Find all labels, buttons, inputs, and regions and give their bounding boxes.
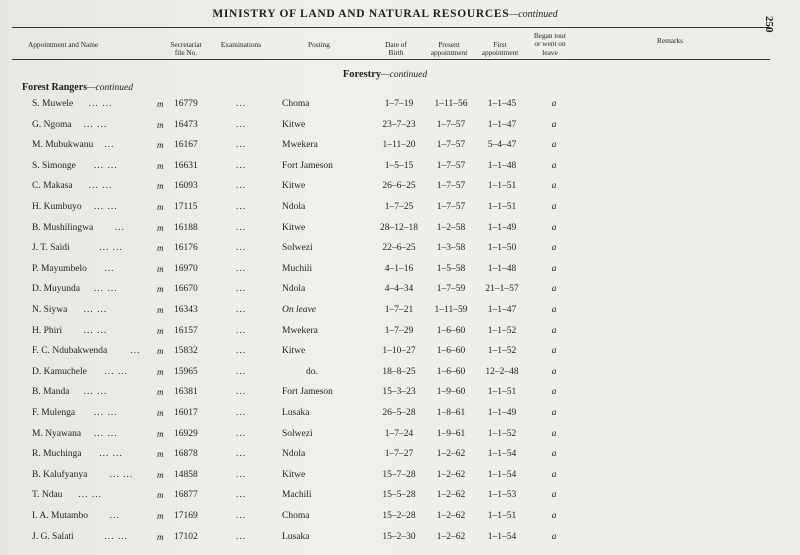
first-appointment: 1–1–52 (487, 346, 517, 357)
date-of-birth: 18–8–25 (382, 366, 416, 377)
first-appointment: 1–1–49 (487, 408, 517, 418)
page-title-text: MINISTRY OF LAND AND NATURAL RESOURCES (212, 8, 510, 20)
date-of-birth: 4–4–34 (384, 284, 414, 295)
col-header-appointment: Appointment and Name (28, 40, 99, 49)
tour-marker: a (551, 263, 557, 274)
file-number: 15965 (174, 366, 198, 377)
staff-name: T. Ndau (32, 490, 63, 501)
date-of-birth: 15–7–28 (382, 469, 416, 480)
tour-marker: a (551, 222, 557, 233)
examinations-value: ... (236, 325, 247, 336)
staff-name: M. Mubukwanu (32, 140, 94, 151)
table-row (0, 223, 770, 239)
table-row (0, 387, 770, 403)
first-appointment: 5–4–47 (487, 140, 517, 151)
present-appointment: 1–3–58 (436, 243, 466, 254)
col-header-tour-line3: leave (542, 47, 558, 57)
sex-marker: m (157, 181, 164, 192)
date-of-birth: 1–7–21 (384, 305, 414, 315)
examinations-value: ... (236, 449, 247, 460)
examinations-value: ... (236, 490, 247, 501)
tour-marker: a (551, 325, 557, 336)
leader-dots: ... ... (104, 531, 129, 542)
present-appointment: 1–9–60 (436, 387, 466, 398)
file-number: 16188 (174, 222, 198, 233)
date-of-birth: 26–5–28 (382, 408, 416, 418)
posting-value: Fort Jameson (282, 160, 333, 171)
file-number: 16017 (174, 408, 198, 418)
present-appointment: 1–2–62 (436, 449, 466, 460)
tour-marker: a (551, 490, 557, 501)
leader-dots: ... ... (94, 202, 118, 212)
file-number: 16343 (174, 305, 198, 315)
date-of-birth: 15–3–23 (382, 387, 416, 398)
leader-dots: ... (104, 263, 115, 274)
file-number: 16381 (174, 387, 198, 398)
posting-value: Mwekera (282, 140, 318, 151)
examinations-value: ... (236, 243, 247, 254)
tour-marker: a (551, 366, 557, 377)
examinations-value: ... (236, 140, 247, 151)
date-of-birth: 15–2–30 (382, 531, 416, 542)
sex-marker: m (157, 449, 164, 460)
examinations-value: ... (236, 202, 247, 212)
sex-marker: m (157, 243, 164, 254)
page-number: 250 (763, 16, 775, 33)
section-continued: —continued (381, 70, 428, 80)
staff-name: H. Kumbuyo (32, 202, 82, 212)
date-of-birth: 1–7–27 (384, 449, 414, 460)
col-header-file-line2: file No. (174, 48, 198, 58)
leader-dots: ... ... (99, 449, 123, 460)
leader-dots: ... ... (83, 325, 108, 336)
examinations-value: ... (236, 181, 247, 192)
examinations-value: ... (236, 222, 247, 233)
tour-marker: a (551, 181, 557, 192)
sex-marker: m (157, 387, 164, 398)
leader-dots: ... ... (104, 366, 129, 377)
col-header-file-line1: Secretariat (170, 40, 202, 49)
present-appointment: 1–7–57 (436, 160, 466, 171)
sex-marker: m (157, 428, 164, 439)
table-row (0, 532, 770, 548)
sex-marker: m (157, 366, 164, 377)
tour-marker: a (551, 449, 557, 460)
col-header-posting: Posting (308, 40, 330, 49)
group-heading (22, 82, 133, 93)
tour-marker: a (551, 408, 557, 418)
sex-marker: m (157, 490, 164, 501)
examinations-value: ... (236, 284, 247, 295)
staff-name: M. Nyawana (32, 428, 82, 439)
sex-marker: m (157, 99, 164, 109)
date-of-birth: 1–7–29 (384, 325, 414, 336)
file-number: 16878 (174, 449, 198, 460)
present-appointment: 1–11–59 (434, 305, 468, 315)
leader-dots: ... ... (94, 284, 118, 295)
col-header-tour-line2: or went on (534, 39, 566, 49)
present-appointment: 1–8–61 (436, 408, 466, 418)
present-appointment: 1–7–57 (436, 119, 466, 130)
table-row (0, 346, 770, 362)
posting-value: Lusaka (282, 531, 310, 542)
staff-name: B. Manda (32, 387, 70, 398)
group-continued: —continued (87, 83, 133, 93)
tour-marker: a (551, 140, 557, 151)
examinations-value: ... (236, 160, 247, 171)
staff-name: S. Muwele (32, 99, 74, 109)
sex-marker: m (157, 119, 164, 130)
first-appointment: 1–1–54 (487, 449, 517, 460)
table-row (0, 181, 770, 197)
tour-marker: a (551, 511, 557, 521)
col-header-first-line2: appointment (481, 48, 519, 58)
sex-marker: m (157, 284, 164, 295)
present-appointment: 1–7–57 (436, 181, 466, 192)
present-appointment: 1–7–59 (436, 284, 466, 295)
col-header-examinations: Examinations (220, 40, 262, 49)
posting-value: Fort Jameson (282, 387, 333, 398)
staff-name: B. Mushilingwa (32, 222, 94, 233)
first-appointment: 1–1–54 (487, 531, 517, 542)
staff-name: I. A. Mutambo (32, 511, 88, 521)
date-of-birth: 1–7–25 (384, 202, 414, 212)
examinations-value: ... (236, 408, 247, 418)
sex-marker: m (157, 305, 164, 315)
page-title (0, 8, 770, 20)
examinations-value: ... (236, 387, 247, 398)
first-appointment: 1–1–49 (487, 222, 517, 233)
header-bottom-rule (12, 59, 770, 60)
first-appointment: 1–1–45 (487, 99, 517, 109)
posting-value: Mwekera (282, 325, 318, 336)
leader-dots: ... ... (94, 160, 118, 171)
present-appointment: 1–7–57 (436, 202, 466, 212)
tour-marker: a (551, 305, 557, 315)
posting-value: Choma (282, 99, 310, 109)
sex-marker: m (157, 263, 164, 274)
header-top-rule (12, 27, 770, 28)
first-appointment: 1–1–51 (487, 387, 517, 398)
table-row (0, 408, 770, 424)
page-title-continued: —continued (509, 9, 558, 20)
posting-value: Choma (282, 511, 310, 521)
leader-dots: ... (114, 222, 125, 233)
examinations-value: ... (236, 366, 247, 377)
col-header-present-line2: appointment (430, 48, 468, 58)
present-appointment: 1–11–56 (434, 99, 468, 109)
group-name: Forest Rangers (22, 82, 88, 93)
staff-name: C. Makasa (32, 181, 73, 192)
table-row (0, 99, 770, 115)
first-appointment: 12–2–48 (485, 366, 519, 377)
first-appointment: 1–1–51 (487, 511, 517, 521)
present-appointment: 1–2–62 (436, 531, 466, 542)
posting-value: On leave (282, 305, 317, 315)
tour-marker: a (551, 469, 557, 480)
table-row (0, 120, 770, 136)
date-of-birth: 15–2–28 (382, 511, 416, 521)
file-number: 16176 (174, 243, 198, 254)
first-appointment: 1–1–52 (487, 325, 517, 336)
staff-name: R. Muchinga (32, 449, 82, 460)
sex-marker: m (157, 346, 164, 357)
section-name: Forestry (342, 69, 382, 80)
table-row (0, 326, 770, 342)
leader-dots: ... ... (83, 387, 108, 398)
col-header-remarks: Remarks (657, 36, 683, 45)
file-number: 17115 (174, 202, 198, 212)
tour-marker: a (551, 346, 557, 357)
date-of-birth: 28–12–18 (380, 222, 418, 233)
posting-value: Muchili (282, 263, 313, 274)
col-header-dob-line1: Date of (385, 40, 407, 49)
sex-marker: m (157, 325, 164, 336)
tour-marker: a (551, 202, 557, 212)
date-of-birth: 4–1–16 (384, 263, 414, 274)
sex-marker: m (157, 222, 164, 233)
staff-name: H. Phiri (32, 325, 63, 336)
table-row (0, 449, 770, 465)
examinations-value: ... (236, 469, 247, 480)
staff-name: P. Mayumbelo (32, 263, 87, 274)
staff-name: B. Kalufyanya (32, 469, 88, 480)
examinations-value: ... (236, 346, 247, 357)
file-number: 16157 (174, 325, 198, 336)
col-header-present-line1: Present (438, 40, 460, 49)
leader-dots: ... ... (94, 408, 118, 418)
date-of-birth: 23–7–23 (382, 119, 416, 130)
file-number: 16631 (174, 160, 198, 171)
present-appointment: 1–9–61 (436, 428, 466, 439)
posting-value: Ndola (282, 284, 306, 295)
staff-name: F. C. Ndubakwenda (32, 346, 108, 357)
leader-dots: ... ... (78, 490, 103, 501)
sex-marker: m (157, 511, 164, 521)
date-of-birth: 1–10–27 (382, 346, 416, 357)
col-header-dob-line2: Birth (388, 48, 404, 58)
staff-name: D. Kamuchele (32, 366, 87, 377)
sex-marker: m (157, 202, 164, 212)
table-row (0, 140, 770, 156)
table-row (0, 367, 770, 383)
file-number: 15832 (174, 346, 198, 357)
leader-dots: ... ... (94, 428, 118, 439)
first-appointment: 1–1–54 (487, 469, 517, 480)
present-appointment: 1–5–58 (436, 263, 466, 274)
staff-name: N. Siywa (32, 305, 68, 315)
sex-marker: m (157, 408, 164, 418)
present-appointment: 1–6–60 (436, 346, 466, 357)
file-number: 16877 (174, 490, 198, 501)
posting-value: Lusaka (282, 408, 310, 418)
file-number: 17102 (174, 531, 198, 542)
examinations-value: ... (236, 99, 247, 109)
posting-value: Machili (282, 490, 312, 501)
leader-dots: ... ... (83, 305, 108, 315)
present-appointment: 1–6–60 (436, 366, 466, 377)
sex-marker: m (157, 531, 164, 542)
file-number: 16779 (174, 99, 198, 109)
present-appointment: 1–6–60 (436, 325, 466, 336)
staff-name: F. Mulenga (32, 408, 76, 418)
sex-marker: m (157, 469, 164, 480)
tour-marker: a (551, 160, 557, 171)
col-header-present (420, 41, 478, 58)
file-number: 16167 (174, 140, 198, 151)
examinations-value: ... (236, 511, 247, 521)
table-row (0, 511, 770, 527)
present-appointment: 1–2–62 (436, 469, 466, 480)
file-number: 16093 (174, 181, 198, 192)
leader-dots: ... ... (109, 469, 134, 480)
tour-marker: a (551, 99, 557, 109)
date-of-birth: 15–5–28 (382, 490, 416, 501)
examinations-value: ... (236, 531, 247, 542)
first-appointment: 1–1–47 (487, 119, 517, 130)
date-of-birth: 1–7–19 (384, 99, 414, 109)
sex-marker: m (157, 140, 164, 151)
first-appointment: 21–1–57 (485, 284, 519, 295)
col-header-tour (522, 32, 578, 57)
tour-marker: a (551, 531, 557, 542)
file-number: 16929 (174, 428, 198, 439)
table-row (0, 490, 770, 506)
table-row (0, 284, 770, 300)
examinations-value: ... (236, 428, 247, 439)
file-number: 16670 (174, 284, 198, 295)
tour-marker: a (551, 243, 557, 254)
col-header-dob (372, 41, 420, 58)
examinations-value: ... (236, 263, 247, 274)
staff-name: J. G. Salati (32, 531, 74, 542)
examinations-value: ... (236, 119, 247, 130)
first-appointment: 1–1–50 (487, 243, 517, 254)
leader-dots: ... (130, 346, 141, 357)
tour-marker: a (551, 284, 557, 295)
sex-marker: m (157, 160, 164, 171)
first-appointment: 1–1–53 (487, 490, 517, 501)
posting-value: Kitwe (282, 181, 306, 192)
file-number: 17169 (174, 511, 198, 521)
section-heading (0, 69, 770, 80)
present-appointment: 1–2–62 (436, 490, 466, 501)
first-appointment: 1–1–48 (487, 263, 517, 274)
file-number: 14858 (174, 469, 198, 480)
file-number: 16970 (174, 263, 198, 274)
present-appointment: 1–2–58 (436, 222, 466, 233)
posting-value: Ndola (282, 202, 306, 212)
posting-value: Kitwe (282, 469, 306, 480)
present-appointment: 1–2–62 (436, 511, 466, 521)
present-appointment: 1–7–57 (436, 140, 466, 151)
table-row (0, 243, 770, 259)
posting-value: Kitwe (282, 346, 306, 357)
first-appointment: 1–1–51 (487, 181, 517, 192)
staff-name: S. Simonge (32, 160, 76, 171)
col-header-file (160, 41, 212, 58)
tour-marker: a (551, 428, 557, 439)
date-of-birth: 26–6–25 (382, 181, 416, 192)
date-of-birth: 1–7–24 (384, 428, 414, 439)
date-of-birth: 22–6–25 (382, 243, 416, 254)
table-row (0, 470, 770, 486)
staff-name: J. T. Saidi (32, 243, 70, 254)
first-appointment: 1–1–51 (487, 202, 517, 212)
table-row (0, 161, 770, 177)
col-header-tour-line1: Began tour (533, 31, 567, 40)
posting-value: Solwezi (282, 243, 313, 254)
posting-value: Kitwe (282, 119, 306, 130)
leader-dots: ... (104, 140, 115, 151)
staff-name: D. Muyunda (32, 284, 81, 295)
staff-name: G. Ngoma (32, 119, 72, 130)
leader-dots: ... ... (99, 243, 123, 254)
leader-dots: ... ... (88, 181, 113, 192)
examinations-value: ... (236, 305, 247, 315)
tour-marker: a (551, 387, 557, 398)
file-number: 16473 (174, 119, 198, 130)
col-header-first (472, 41, 528, 58)
col-header-first-line1: First (493, 40, 507, 49)
first-appointment: 1–1–47 (487, 305, 517, 315)
tour-marker: a (551, 119, 557, 130)
leader-dots: ... ... (83, 119, 108, 130)
table-row (0, 429, 770, 445)
leader-dots: ... (109, 511, 120, 521)
date-of-birth: 1–5–15 (384, 160, 414, 171)
posting-value: do. (306, 366, 318, 377)
first-appointment: 1–1–48 (487, 160, 517, 171)
leader-dots: ... ... (88, 99, 113, 109)
date-of-birth: 1–11–20 (382, 140, 416, 151)
table-row (0, 202, 770, 218)
first-appointment: 1–1–52 (487, 428, 517, 439)
posting-value: Solwezi (282, 428, 313, 439)
posting-value: Ndola (282, 449, 306, 460)
table-row (0, 305, 770, 321)
posting-value: Kitwe (282, 222, 306, 233)
table-row (0, 264, 770, 280)
